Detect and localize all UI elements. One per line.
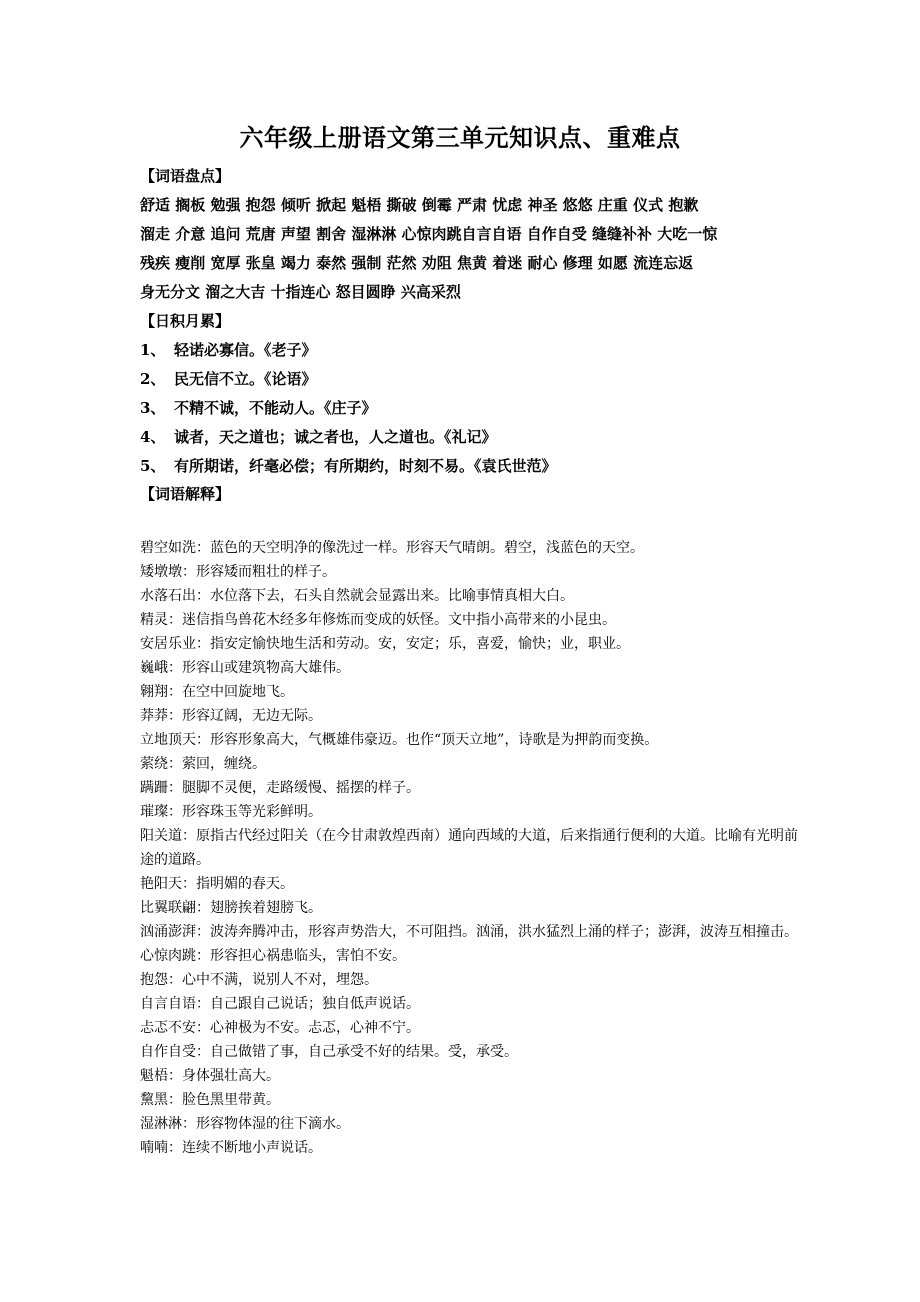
vocab-section	[140, 161, 790, 307]
definition-item: 汹涌澎湃：波涛奔腾冲击，形容声势浩大，不可阻挡。汹涌，洪水猛烈上涌的样子；澎湃，波涛互相撞击。	[140, 924, 798, 940]
definition-item: 喃喃：连续不断地小声说话。	[140, 1140, 322, 1156]
saying-item	[140, 336, 790, 365]
vocab-line: 残疾 瘦削 宽厚 张皇 竭力 泰然 强制 茫然 劝阻 焦黄 着迷 耐心 修理 如愿 流连忘返	[140, 254, 694, 272]
vocab-line: 身无分文 溜之大吉 十指连心 怒目圆睁 兴高采烈	[140, 283, 461, 301]
vocab-line: 溜走 介意 追问 荒唐 声望 割舍 湿淋淋 心惊肉跳自言自语 自作自受 缝缝补补 大吃一惊	[140, 225, 718, 243]
definition-item: 矮墩墩：形容矮而粗壮的样子。	[140, 564, 336, 580]
definition-item: 阳关道：原指古代经过阳关（在今甘肃敦煌西南）通向西域的大道，后来指通行便利的大道。比喻有光明前途的道路。	[140, 828, 798, 868]
document-title: 六年级上册语文第三单元知识点、重难点	[239, 123, 681, 152]
definition-item: 抱怨：心中不满，说别人不对，埋怨。	[140, 972, 378, 988]
saying-item	[140, 365, 790, 394]
saying-number: 1、	[140, 341, 166, 359]
vocab-line: 舒适 搁板 勉强 抱怨 倾听 掀起 魁梧 撕破 倒霉 严肃 忧虑 神圣 悠悠 庄重 仪式 抱歉	[140, 196, 699, 214]
saying-number: 5、	[140, 457, 166, 475]
definition-item: 翱翔：在空中回旋地飞。	[140, 684, 294, 700]
definition-item: 精灵：迷信指鸟兽花木经多年修炼而变成的妖怪。文中指小高带来的小昆虫。	[140, 612, 616, 628]
definition-item: 忐忑不安：心神极为不安。忐忑，心神不宁。	[140, 1020, 420, 1036]
explanation-heading: 【词语解释】	[140, 485, 231, 503]
definition-item: 蹒跚：腿脚不灵便，走路缓慢、摇摆的样子。	[140, 780, 420, 796]
saying-text: 诚者，天之道也；诚之者也，人之道也。《礼记》	[174, 428, 497, 446]
definition-item: 艳阳天：指明媚的春天。	[140, 876, 294, 892]
definition-item: 水落石出：水位落下去，石头自然就会显露出来。比喻事情真相大白。	[140, 588, 574, 604]
definition-list	[140, 536, 800, 1160]
definition-item: 比翼联翩：翅膀挨着翅膀飞。	[140, 900, 322, 916]
vocab-heading: 【词语盘点】	[140, 167, 231, 185]
saying-number: 4、	[140, 428, 166, 446]
saying-text: 民无信不立。《论语》	[174, 370, 317, 388]
definition-item: 莽莽：形容辽阔，无边无际。	[140, 708, 322, 724]
definition-item: 自言自语：自己跟自己说话；独自低声说话。	[140, 996, 420, 1012]
saying-text: 有所期诺，纤毫必偿；有所期约，时刻不易。《袁氏世范》	[174, 457, 557, 475]
explanation-section	[140, 479, 790, 509]
accumulation-heading: 【日积月累】	[140, 312, 231, 330]
saying-text: 不精不诚，不能动人。《庄子》	[174, 399, 377, 417]
definition-item: 自作自受：自己做错了事，自己承受不好的结果。受，承受。	[140, 1044, 518, 1060]
saying-text: 轻诺必寡信。《老子》	[174, 341, 317, 359]
definition-item: 黧黑：脸色黑里带黄。	[140, 1092, 280, 1108]
accumulation-section	[140, 306, 790, 481]
saying-item	[140, 423, 790, 452]
definition-item: 萦绕：萦回，缠绕。	[140, 756, 266, 772]
definition-item: 立地顶天：形容形象高大，气概雄伟豪迈。也作“顶天立地”，诗歌是为押韵而变换。	[140, 732, 659, 748]
definition-item: 璀璨：形容珠玉等光彩鲜明。	[140, 804, 322, 820]
saying-number: 2、	[140, 370, 166, 388]
definition-item: 魁梧：身体强壮高大。	[140, 1068, 280, 1084]
definition-item: 巍峨：形容山或建筑物高大雄伟。	[140, 660, 350, 676]
definition-item: 碧空如洗：蓝色的天空明净的像洗过一样。形容天气晴朗。碧空，浅蓝色的天空。	[140, 540, 644, 556]
definition-item: 安居乐业：指安定愉快地生活和劳动。安，安定；乐，喜爱，愉快；业，职业。	[140, 636, 630, 652]
saying-item	[140, 452, 790, 481]
saying-item	[140, 394, 790, 423]
definition-item: 湿淋淋：形容物体湿的往下滴水。	[140, 1116, 350, 1132]
saying-number: 3、	[140, 399, 166, 417]
definition-item: 心惊肉跳：形容担心祸患临头，害怕不安。	[140, 948, 406, 964]
